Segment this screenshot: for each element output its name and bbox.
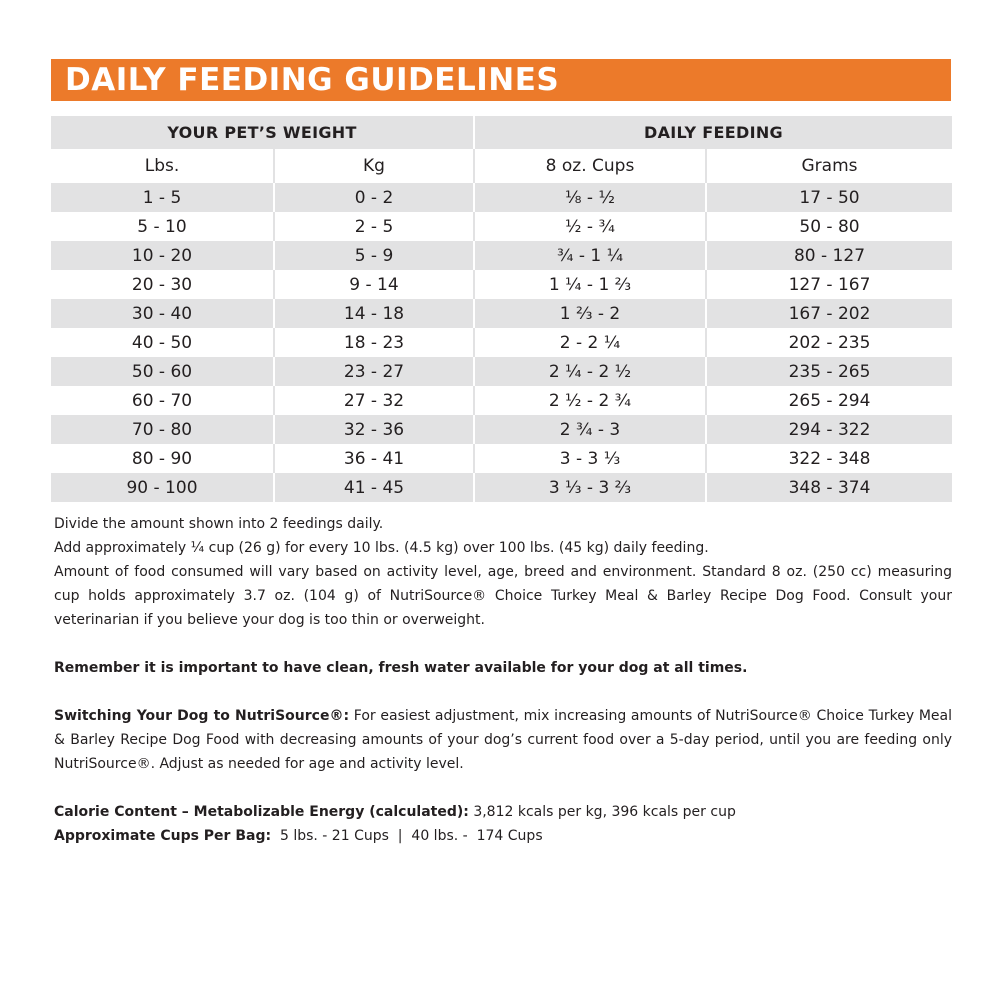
table-row — [51, 212, 952, 241]
cell-cups: 3 ⅓ - 3 ⅔ — [474, 473, 706, 502]
column-header-row — [51, 149, 952, 183]
note-divide: Divide the amount shown into 2 feedings daily. — [54, 516, 384, 532]
cell-lbs: 40 - 50 — [51, 328, 274, 357]
cell-grams: 127 - 167 — [706, 270, 952, 299]
table-row — [51, 241, 952, 270]
cell-cups: 1 ¼ - 1 ⅔ — [474, 270, 706, 299]
cell-lbs: 20 - 30 — [51, 270, 274, 299]
cell-cups: ¾ - 1 ¼ — [474, 241, 706, 270]
cell-cups: 2 ¼ - 2 ½ — [474, 357, 706, 386]
table-row — [51, 386, 952, 415]
cell-grams: 50 - 80 — [706, 212, 952, 241]
switching-label: Switching Your Dog to NutriSource®: — [54, 708, 350, 724]
weight-group-header: YOUR PET’S WEIGHT — [51, 116, 474, 149]
feeding-group-header: DAILY FEEDING — [474, 116, 952, 149]
cell-grams: 202 - 235 — [706, 328, 952, 357]
cell-grams: 235 - 265 — [706, 357, 952, 386]
table-row — [51, 328, 952, 357]
col-header-grams: Grams — [706, 149, 952, 183]
cell-grams: 348 - 374 — [706, 473, 952, 502]
cell-cups: 2 - 2 ¼ — [474, 328, 706, 357]
cell-kg: 32 - 36 — [274, 415, 474, 444]
cell-kg: 36 - 41 — [274, 444, 474, 473]
note-amount: Amount of food consumed will vary based on activity level, age, breed and environment. Standard 8 oz. (250 cc) measuring cup holds approximately 3.7 oz. (104 g) of NutriSource® Choice Turkey Meal & Barley Recipe Dog Food. Consult your veterinarian if you believe your dog is too thin or overweight. — [54, 564, 952, 628]
cell-lbs: 60 - 70 — [51, 386, 274, 415]
cell-cups: 3 - 3 ⅓ — [474, 444, 706, 473]
table-body — [51, 183, 952, 502]
cell-lbs: 50 - 60 — [51, 357, 274, 386]
cell-kg: 9 - 14 — [274, 270, 474, 299]
cups-per-bag-line — [54, 824, 952, 848]
cell-grams: 265 - 294 — [706, 386, 952, 415]
cell-cups: ⅛ - ½ — [474, 183, 706, 212]
water-reminder: Remember it is important to have clean, fresh water available for your dog at all times. — [54, 660, 748, 676]
cell-cups: 1 ⅔ - 2 — [474, 299, 706, 328]
cups-per-bag-label: Approximate Cups Per Bag: — [54, 828, 272, 844]
cell-kg: 14 - 18 — [274, 299, 474, 328]
cell-lbs: 1 - 5 — [51, 183, 274, 212]
calorie-line — [54, 800, 952, 824]
cell-kg: 0 - 2 — [274, 183, 474, 212]
cell-lbs: 5 - 10 — [51, 212, 274, 241]
table-row — [51, 183, 952, 212]
cell-cups: 2 ½ - 2 ¾ — [474, 386, 706, 415]
table-row — [51, 270, 952, 299]
table-row — [51, 357, 952, 386]
cell-kg: 23 - 27 — [274, 357, 474, 386]
cell-grams: 322 - 348 — [706, 444, 952, 473]
note-add: Add approximately ¼ cup (26 g) for every 10 lbs. (4.5 kg) over 100 lbs. (45 kg) daily feeding. — [54, 540, 709, 556]
title-banner — [51, 59, 951, 101]
cell-kg: 41 - 45 — [274, 473, 474, 502]
table-row — [51, 299, 952, 328]
col-header-cups: 8 oz. Cups — [474, 149, 706, 183]
cell-kg: 2 - 5 — [274, 212, 474, 241]
table-row — [51, 415, 952, 444]
cell-lbs: 10 - 20 — [51, 241, 274, 270]
col-header-lbs: Lbs. — [51, 149, 274, 183]
switching-paragraph — [54, 704, 952, 776]
cell-cups: ½ - ¾ — [474, 212, 706, 241]
feeding-notes — [54, 512, 952, 848]
calorie-label: Calorie Content – Metabolizable Energy (calculated): — [54, 804, 469, 820]
cell-kg: 5 - 9 — [274, 241, 474, 270]
cell-lbs: 30 - 40 — [51, 299, 274, 328]
cell-lbs: 90 - 100 — [51, 473, 274, 502]
table-row — [51, 473, 952, 502]
switching-text: For easiest adjustment, mix increasing amounts of NutriSource® Choice Turkey Meal & Barley Recipe Dog Food with decreasing amounts of your dog’s current food over a 5-day period, until you are feeding only NutriSource®. Adjust as needed for age and activity level. — [54, 708, 953, 772]
cell-kg: 27 - 32 — [274, 386, 474, 415]
table-row — [51, 444, 952, 473]
cell-kg: 18 - 23 — [274, 328, 474, 357]
calorie-value: 3,812 kcals per kg, 396 kcals per cup — [468, 804, 736, 820]
col-header-kg: Kg — [274, 149, 474, 183]
cell-lbs: 70 - 80 — [51, 415, 274, 444]
feeding-table — [51, 116, 952, 502]
cell-grams: 17 - 50 — [706, 183, 952, 212]
page-title: DAILY FEEDING GUIDELINES — [65, 62, 560, 98]
cell-lbs: 80 - 90 — [51, 444, 274, 473]
cups-per-bag-value: 5 lbs. - 21 Cups | 40 lbs. - 174 Cups — [271, 828, 543, 844]
cell-grams: 80 - 127 — [706, 241, 952, 270]
group-header-row — [51, 116, 952, 149]
cell-cups: 2 ¾ - 3 — [474, 415, 706, 444]
cell-grams: 294 - 322 — [706, 415, 952, 444]
cell-grams: 167 - 202 — [706, 299, 952, 328]
